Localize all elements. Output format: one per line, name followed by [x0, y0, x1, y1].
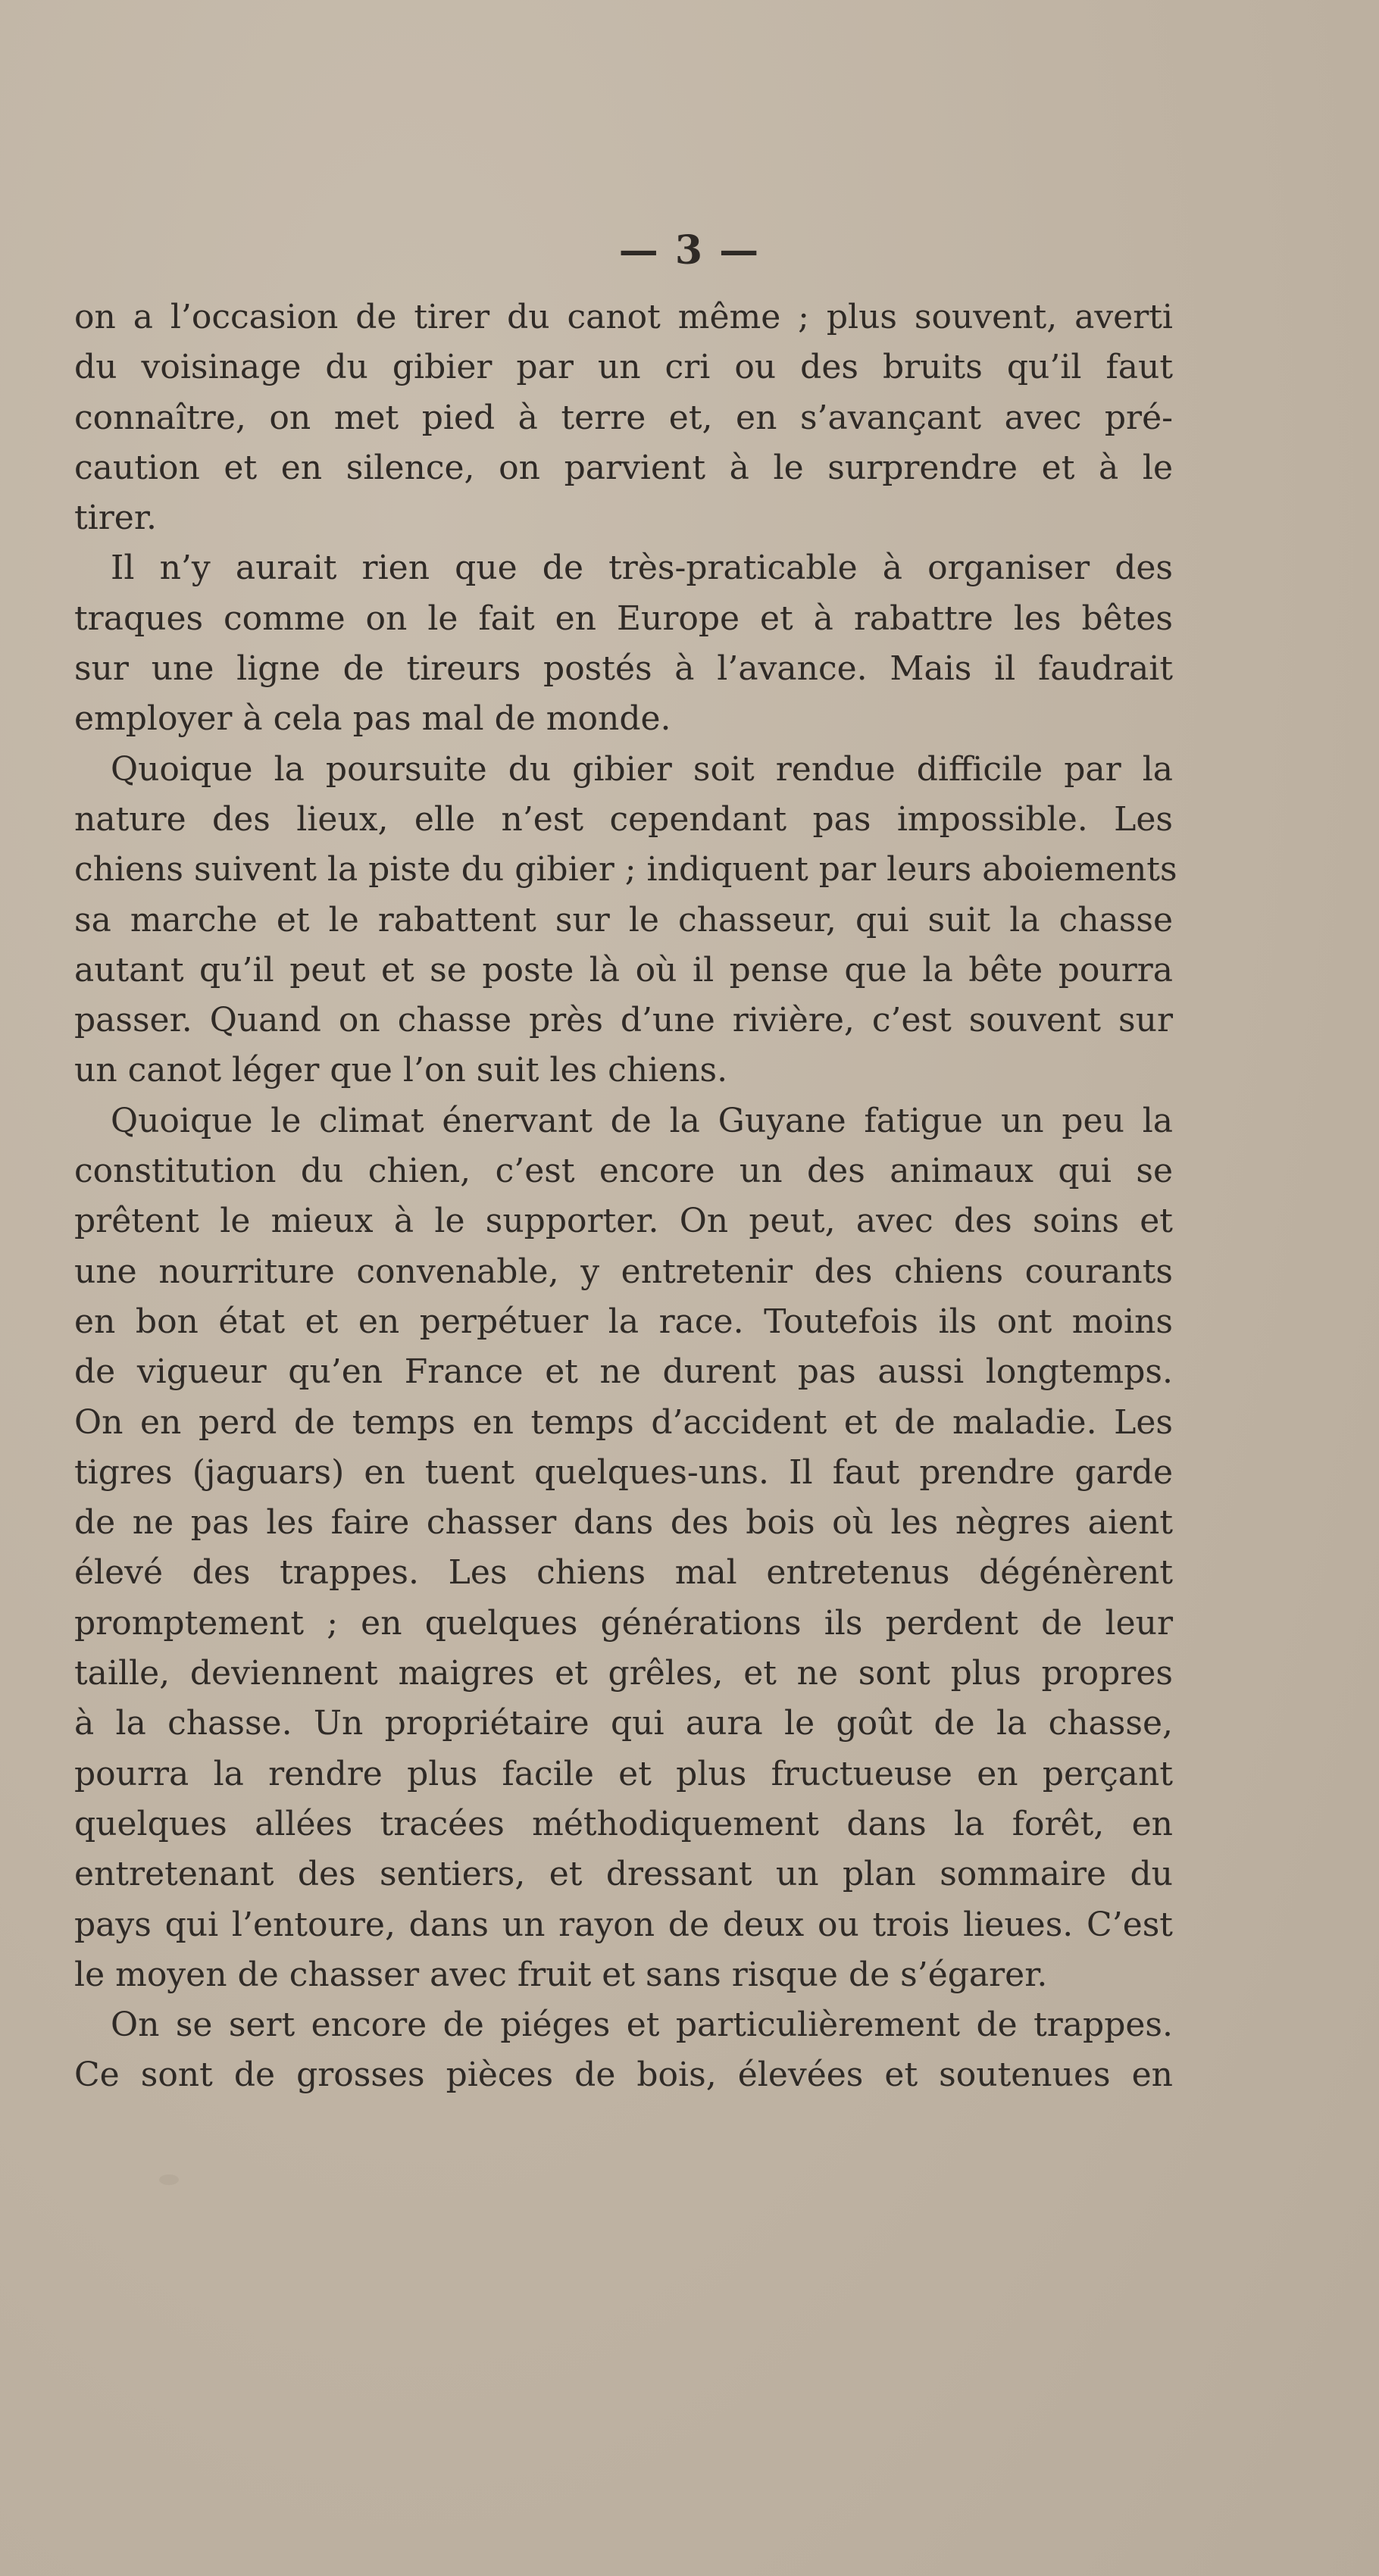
text-line: en bon état et en perpétuer la race. Toutefois ils ont moins	[74, 1302, 1173, 1341]
text-line: constitution du chien, c’est encore un des animaux qui se	[74, 1152, 1173, 1191]
text-line: taille, deviennent maigres et grêles, et ne sont plus propres	[74, 1654, 1173, 1693]
text-line: entretenant des sentiers, et dressant un plan sommaire du	[74, 1855, 1173, 1894]
text-line: traques comme on le fait en Europe et à rabattre les bêtes	[74, 599, 1173, 638]
text-line: tirer.	[74, 499, 158, 538]
text-line: une nourriture convenable, y entretenir des chiens courants	[74, 1252, 1173, 1291]
text-line: sur une ligne de tireurs postés à l’avance. Mais il faudrait	[74, 649, 1173, 689]
text-line: On se sert encore de piéges et particulièrement de trappes.	[111, 2005, 1173, 2045]
text-line: de vigueur qu’en France et ne durent pas aussi longtemps.	[74, 1352, 1173, 1392]
text-line: élevé des trappes. Les chiens mal entretenus dégénèrent	[74, 1553, 1173, 1593]
text-line: Ce sont de grosses pièces de bois, élevées et soutenues en	[74, 2055, 1173, 2095]
text-line: prêtent le mieux à le supporter. On peut, avec des soins et	[74, 1202, 1173, 1241]
text-line: du voisinage du gibier par un cri ou des bruits qu’il faut	[74, 348, 1173, 387]
text-line: autant qu’il peut et se poste là où il pense que la bête pourra	[74, 950, 1173, 989]
text-line: de ne pas les faire chasser dans des bois où les nègres aient	[74, 1503, 1173, 1543]
text-line: le moyen de chasser avec fruit et sans risque de s’égarer.	[74, 1955, 1048, 1994]
text-line: un canot léger que l’on suit les chiens.	[74, 1051, 728, 1090]
text-line: caution et en silence, on parvient à le surprendre et à le	[74, 448, 1173, 487]
text-line: tigres (jaguars) en tuent quelques-uns. Il faut prendre garde	[74, 1452, 1173, 1492]
text-line: pourra la rendre plus facile et plus fructueuse en perçant	[74, 1754, 1173, 1793]
paper-blemish	[159, 2174, 179, 2185]
text-line: promptement ; en quelques générations ils perdent de leur	[74, 1603, 1173, 1643]
text-line: nature des lieux, elle n’est cependant pas impossible. Les	[74, 799, 1173, 839]
text-line: employer à cela pas mal de monde.	[74, 699, 671, 739]
text-line: connaître, on met pied à terre et, en s’avançant avec pré-	[74, 398, 1173, 437]
text-line: passer. Quand on chasse près d’une rivière, c’est souvent sur	[74, 1001, 1173, 1040]
body-text	[74, 292, 1177, 2101]
page-number: — 3 —	[618, 227, 761, 274]
text-line: quelques allées tracées méthodiquement dans la forêt, en	[74, 1804, 1173, 1843]
text-line: à la chasse. Un propriétaire qui aura le goût de la chasse,	[74, 1704, 1173, 1743]
text-line: Quoique la poursuite du gibier soit rendue difficile par la	[111, 749, 1173, 789]
text-line: pays qui l’entoure, dans un rayon de deux ou trois lieues. C’est	[74, 1905, 1173, 1944]
text-line: On en perd de temps en temps d’accident et de maladie. Les	[74, 1402, 1173, 1442]
text-line: Quoique le climat énervant de la Guyane fatigue un peu la	[111, 1101, 1173, 1140]
text-line: chiens suivent la piste du gibier ; indiquent par leurs aboiements	[74, 850, 1177, 889]
text-line: Il n’y aurait rien que de très-praticable à organiser des	[111, 549, 1173, 588]
text-line: on a l’occasion de tirer du canot même ; plus souvent, averti	[74, 298, 1173, 336]
text-line: sa marche et le rabattent sur le chasseur, qui suit la chasse	[74, 900, 1173, 939]
